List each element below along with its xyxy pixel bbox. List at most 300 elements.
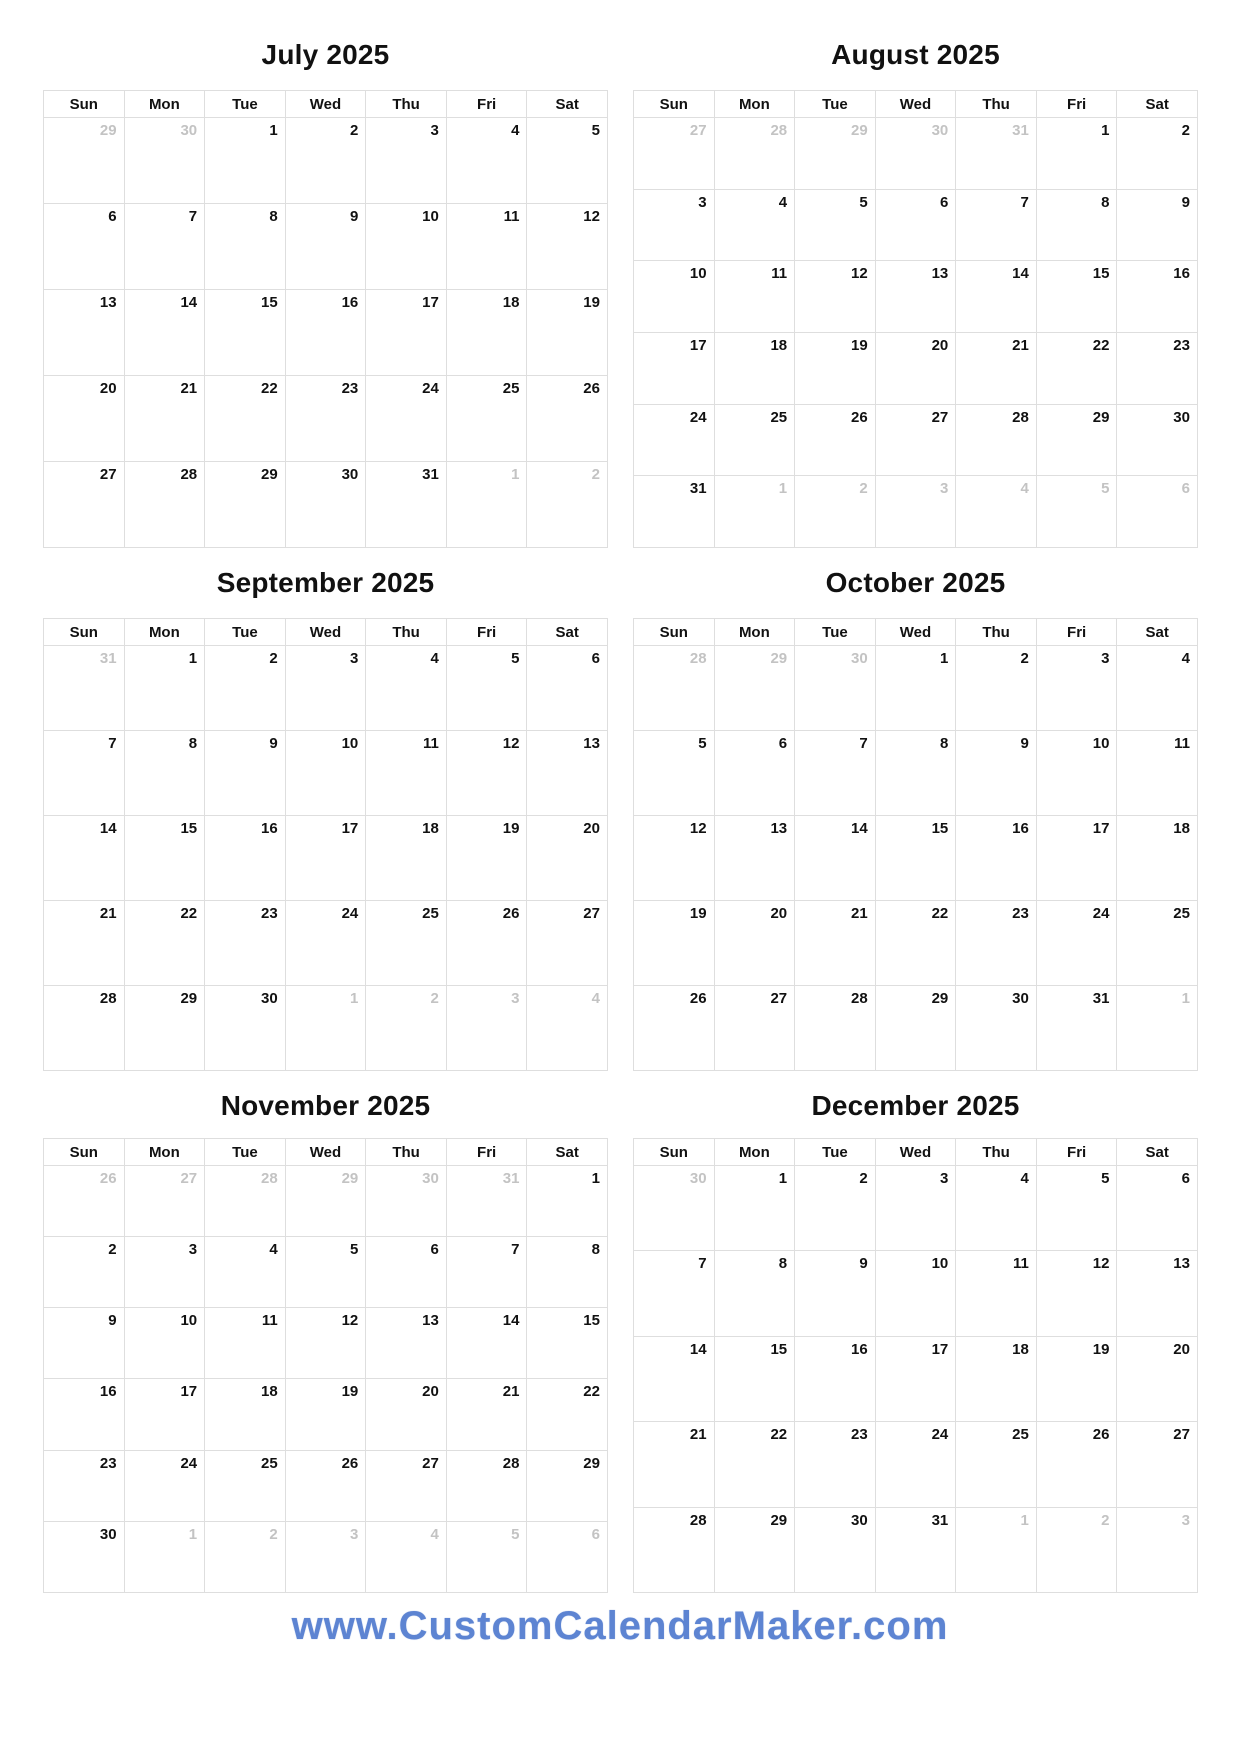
day-number: 2 [1020,650,1029,667]
day-number: 30 [689,1170,707,1187]
day-number: 3 [188,1241,198,1259]
day-number: 17 [1092,820,1110,837]
day-cell [956,476,1037,548]
day-cell [447,1522,528,1593]
day-cell [634,1508,715,1593]
day-cell [447,1308,528,1379]
day-cell [44,731,125,816]
day-number: 27 [583,905,600,922]
day-header: Mon [125,91,206,118]
day-cell [795,901,876,986]
day-cell [205,986,286,1071]
day-cell [366,462,447,548]
day-number: 24 [689,408,707,426]
day-cell [286,816,367,901]
day-cell [205,290,286,376]
day-number: 16 [261,820,278,837]
day-cell [795,1166,876,1251]
day-number: 11 [1012,1255,1029,1273]
day-cell [634,646,715,731]
day-cell [795,118,876,190]
day-cell [447,816,528,901]
day-cell [366,1451,447,1522]
day-cell [527,731,608,816]
day-cell [956,646,1037,731]
day-cell [634,986,715,1071]
day-number: 24 [1092,905,1110,922]
day-number: 13 [99,294,117,311]
day-cell [286,731,367,816]
day-number: 3 [939,480,949,498]
day-cell [956,405,1037,477]
day-cell [527,1379,608,1450]
day-cell [795,190,876,262]
day-number: 10 [931,1255,949,1273]
day-number: 10 [1092,735,1110,752]
day-number: 14 [851,820,868,837]
day-number: 26 [502,905,520,922]
day-number: 16 [99,1383,117,1401]
month-row-3 [43,1071,1198,1593]
day-cell [1037,731,1118,816]
day-cell [125,462,206,548]
day-cell [447,646,528,731]
day-number: 28 [1012,408,1029,426]
day-cell [715,1422,796,1507]
day-number: 21 [99,905,117,922]
month-row-2 [43,548,1198,1071]
day-number: 5 [1101,480,1110,498]
day-header: Sun [634,91,715,118]
day-number: 6 [108,208,117,225]
day-number: 21 [851,905,868,922]
day-header: Mon [715,91,796,118]
day-cell [1117,646,1198,731]
day-cell [125,1237,206,1308]
day-cell [125,731,206,816]
day-number: 5 [349,1241,359,1259]
day-cell [715,1337,796,1422]
day-number: 19 [502,820,520,837]
day-cell [366,901,447,986]
day-cell [956,1508,1037,1593]
day-number: 28 [99,990,117,1007]
day-cell [634,1251,715,1336]
day-cell [876,476,957,548]
day-cell [956,1337,1037,1422]
day-number: 28 [689,650,707,667]
day-number: 30 [851,650,868,667]
day-number: 14 [180,294,198,311]
day-header: Tue [205,1139,286,1166]
day-cell [715,190,796,262]
day-cell [527,986,608,1071]
day-cell [876,1251,957,1336]
day-cell [44,204,125,290]
day-number: 4 [1020,1170,1029,1187]
day-header: Sat [527,619,608,646]
day-cell [795,1422,876,1507]
day-cell [876,1166,957,1251]
day-number: 30 [422,1170,439,1187]
day-number: 10 [689,265,707,283]
day-number: 8 [188,735,198,752]
day-header: Fri [1037,1139,1118,1166]
day-number: 7 [108,735,117,752]
day-number: 1 [188,650,198,667]
day-number: 15 [583,1312,600,1330]
day-number: 25 [1012,1426,1029,1444]
day-number: 9 [269,735,278,752]
day-cell [125,290,206,376]
day-cell [286,204,367,290]
day-number: 31 [689,480,707,498]
day-cell [876,901,957,986]
day-number: 6 [1181,1170,1190,1187]
day-header: Fri [447,91,528,118]
day-number: 11 [422,735,439,752]
day-number: 27 [689,122,707,139]
day-cell [634,476,715,548]
day-cell [527,1308,608,1379]
day-cell [447,1451,528,1522]
day-cell [447,1237,528,1308]
day-cell [44,1308,125,1379]
day-cell [795,646,876,731]
month-title: July 2025 [261,39,390,70]
day-number: 12 [851,265,868,283]
day-header: Sat [527,91,608,118]
day-number: 10 [422,208,439,225]
day-number: 22 [180,905,198,922]
day-cell [366,118,447,204]
day-cell [125,1522,206,1593]
month-title: October 2025 [825,567,1006,598]
day-cell [795,1337,876,1422]
day-number: 2 [269,1525,278,1543]
day-cell [1117,731,1198,816]
day-number: 19 [1092,1340,1110,1358]
day-number: 11 [771,265,788,283]
day-number: 1 [939,650,949,667]
day-cell [527,816,608,901]
day-number: 9 [1020,735,1029,752]
day-number: 12 [341,1312,359,1330]
day-cell [527,290,608,376]
day-number: 17 [180,1383,198,1401]
day-cell [125,816,206,901]
month-table [633,618,1198,1071]
day-number: 29 [770,650,788,667]
day-header: Thu [956,91,1037,118]
day-number: 27 [99,466,117,483]
day-cell [634,731,715,816]
day-number: 18 [1012,1340,1029,1358]
day-number: 6 [591,1525,600,1543]
day-number: 17 [341,820,359,837]
day-cell [125,901,206,986]
day-number: 31 [1092,990,1110,1007]
day-header: Sat [1117,619,1198,646]
day-number: 30 [180,122,198,139]
day-cell [1037,261,1118,333]
day-header: Thu [956,619,1037,646]
day-number: 18 [1173,820,1190,837]
day-header: Mon [125,619,206,646]
day-cell [44,1522,125,1593]
day-number: 25 [770,408,788,426]
day-number: 30 [851,1511,868,1529]
day-cell [956,986,1037,1071]
day-number: 22 [931,905,949,922]
day-number: 5 [859,193,868,211]
watermark-link[interactable]: www.CustomCalendarMaker.com [291,1604,949,1648]
day-number: 1 [349,990,359,1007]
day-cell [366,376,447,462]
day-number: 15 [1092,265,1110,283]
day-header: Thu [366,619,447,646]
day-number: 24 [931,1426,949,1444]
day-number: 16 [1173,265,1190,283]
day-number: 19 [341,1383,359,1401]
day-cell [44,986,125,1071]
day-cell [447,204,528,290]
day-cell [205,462,286,548]
day-number: 2 [1181,122,1190,139]
day-cell [876,1337,957,1422]
day-cell [1117,901,1198,986]
day-cell [447,462,528,548]
day-number: 1 [269,122,278,139]
day-number: 17 [689,336,707,354]
day-cell [447,118,528,204]
day-number: 3 [430,122,439,139]
day-number: 24 [422,380,439,397]
day-number: 28 [261,1170,278,1187]
day-cell [205,376,286,462]
day-cell [634,816,715,901]
month-block [633,548,1198,1071]
day-number: 5 [591,122,600,139]
calendar-grid [43,0,1198,1593]
day-number: 24 [341,905,359,922]
day-number: 20 [931,336,949,354]
day-cell [1117,1508,1198,1593]
day-number: 21 [689,1426,707,1444]
month-row-1 [43,0,1198,548]
day-cell [1037,986,1118,1071]
day-cell [366,204,447,290]
day-number: 12 [583,208,600,225]
day-cell [125,204,206,290]
day-cell [795,986,876,1071]
day-cell [286,646,367,731]
day-number: 30 [341,466,359,483]
day-cell [1037,118,1118,190]
day-number: 19 [689,905,707,922]
day-number: 29 [851,122,868,139]
day-cell [956,190,1037,262]
day-number: 23 [1012,905,1029,922]
day-number: 23 [341,380,359,397]
day-number: 4 [511,122,520,139]
day-cell [1037,816,1118,901]
day-number: 26 [583,380,600,397]
month-title: August 2025 [831,39,1000,70]
day-number: 9 [349,208,359,225]
day-cell [1037,190,1118,262]
day-number: 14 [99,820,117,837]
day-cell [1117,333,1198,405]
day-cell [366,1522,447,1593]
day-cell [1117,816,1198,901]
day-cell [286,1308,367,1379]
day-cell [44,1379,125,1450]
day-cell [286,1237,367,1308]
day-cell [1037,476,1118,548]
day-number: 25 [422,905,439,922]
day-cell [1037,405,1118,477]
day-number: 31 [422,466,439,483]
day-header: Thu [956,1139,1037,1166]
day-number: 20 [99,380,117,397]
day-cell [366,986,447,1071]
day-number: 18 [502,294,520,311]
day-header: Thu [366,91,447,118]
day-cell [956,118,1037,190]
day-number: 22 [770,1426,788,1444]
day-number: 6 [939,193,949,211]
day-cell [956,731,1037,816]
day-header: Mon [125,1139,206,1166]
day-cell [366,731,447,816]
day-cell [205,1237,286,1308]
day-cell [527,646,608,731]
day-cell [1037,1422,1118,1507]
day-number: 21 [180,380,198,397]
day-cell [876,986,957,1071]
day-cell [795,816,876,901]
day-number: 26 [341,1454,359,1472]
day-cell [125,1379,206,1450]
day-number: 23 [851,1426,868,1444]
day-cell [527,1237,608,1308]
day-cell [527,1451,608,1522]
day-number: 12 [689,820,707,837]
day-number: 5 [698,735,707,752]
day-cell [125,1166,206,1237]
day-cell [1037,333,1118,405]
day-number: 13 [931,265,949,283]
day-cell [447,986,528,1071]
day-header: Mon [715,1139,796,1166]
day-cell [1117,1337,1198,1422]
day-number: 30 [931,122,949,139]
day-cell [876,118,957,190]
day-header: Fri [1037,619,1118,646]
day-cell [956,333,1037,405]
day-cell [527,118,608,204]
day-cell [956,1422,1037,1507]
day-header: Sat [1117,91,1198,118]
day-cell [44,816,125,901]
day-number: 3 [349,1525,359,1543]
day-cell [286,462,367,548]
day-number: 2 [430,990,439,1007]
day-cell [1037,1166,1118,1251]
day-cell [366,1237,447,1308]
day-number: 26 [1092,1426,1110,1444]
day-cell [527,901,608,986]
day-cell [205,1522,286,1593]
day-number: 28 [180,466,198,483]
day-number: 30 [1173,408,1190,426]
day-cell [634,1337,715,1422]
day-cell [1117,405,1198,477]
day-cell [715,405,796,477]
day-header: Sat [527,1139,608,1166]
day-cell [715,986,796,1071]
day-number: 26 [689,990,707,1007]
day-number: 5 [1101,1170,1110,1187]
day-cell [286,1166,367,1237]
day-cell [956,1166,1037,1251]
day-cell [876,190,957,262]
day-cell [205,1379,286,1450]
day-header: Tue [205,91,286,118]
month-block [633,0,1198,548]
day-number: 20 [1173,1340,1190,1358]
day-header: Wed [286,619,367,646]
day-number: 11 [503,208,520,225]
day-header: Sun [44,1139,125,1166]
day-cell [44,1451,125,1522]
day-cell [205,1451,286,1522]
day-cell [795,731,876,816]
day-cell [125,646,206,731]
day-cell [44,646,125,731]
day-cell [366,816,447,901]
day-number: 12 [502,735,520,752]
day-number: 30 [1012,990,1029,1007]
day-cell [1117,190,1198,262]
day-number: 9 [1181,193,1190,211]
day-cell [366,1308,447,1379]
day-number: 7 [1020,193,1029,211]
day-number: 10 [180,1312,198,1330]
day-number: 7 [859,735,868,752]
day-number: 3 [349,650,359,667]
month-title: September 2025 [216,567,435,598]
day-cell [286,1451,367,1522]
day-number: 2 [269,650,278,667]
day-number: 7 [511,1241,520,1259]
watermark [0,1604,1240,1648]
day-cell [634,118,715,190]
day-number: 5 [511,1525,520,1543]
day-number: 19 [851,336,868,354]
day-number: 27 [1173,1426,1190,1444]
day-cell [1117,476,1198,548]
day-cell [286,1379,367,1450]
day-cell [956,261,1037,333]
day-cell [44,1166,125,1237]
day-number: 23 [99,1454,117,1472]
day-number: 6 [430,1241,439,1259]
day-number: 18 [770,336,788,354]
month-table [43,618,608,1071]
day-number: 29 [583,1454,600,1472]
